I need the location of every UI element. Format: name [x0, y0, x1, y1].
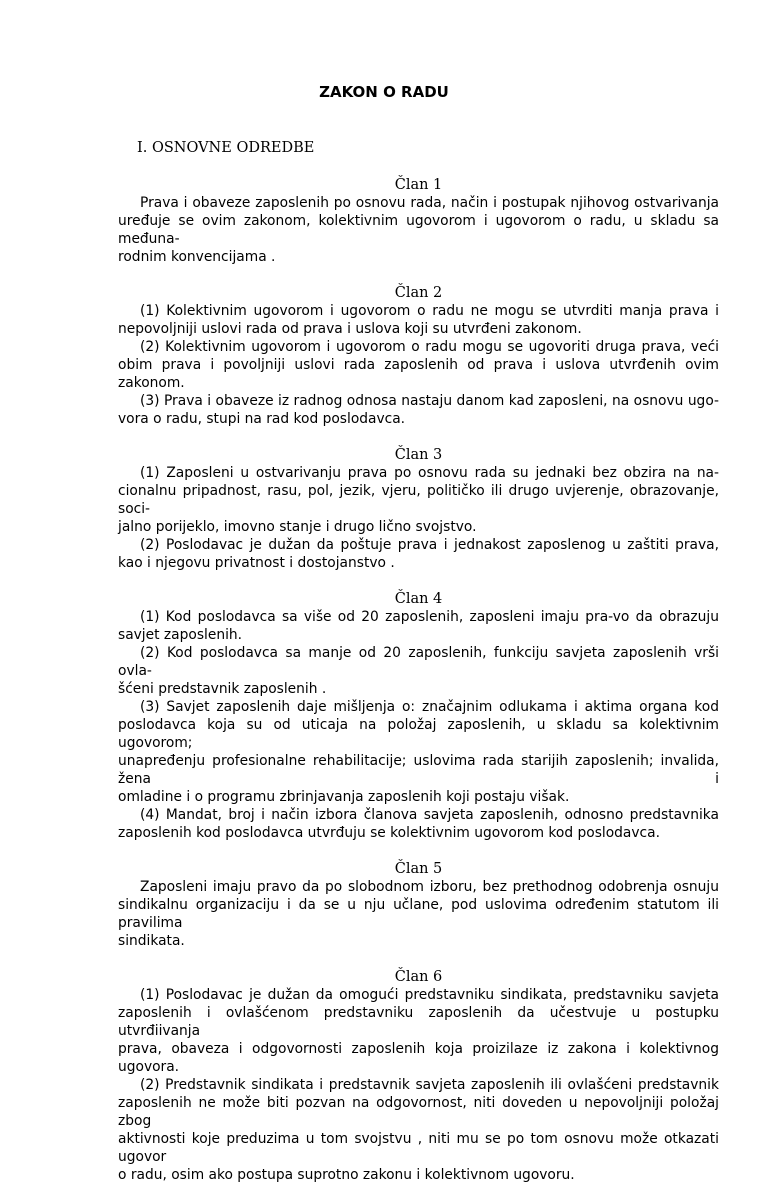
paragraph-line: obim prava i povoljniji uslovi rada zaposlenih od prava i uslova utvrđenih ovim zakonom.	[118, 357, 719, 391]
article-heading: Član 6	[394, 969, 443, 985]
article-paragraph	[118, 806, 719, 842]
article-paragraph	[118, 338, 719, 392]
article-paragraph	[118, 392, 719, 428]
paragraph-line: zaposlenih i ovlašćenom predstavniku zaposlenih da učestvuje u postupku utvrđiivanja	[118, 1005, 719, 1039]
paragraph-line: savjet zaposlenih.	[118, 627, 243, 643]
paragraph-line: (1) Poslodavac je dužan da omogući predstavniku sindikata, predstavniku savjeta	[140, 987, 719, 1003]
paragraph-line: zaposlenih kod poslodavca utvrđuju se kolektivnim ugovorom kod poslodavca.	[118, 825, 660, 841]
article-paragraph	[118, 302, 719, 338]
article-heading: Član 4	[394, 591, 443, 607]
paragraph-line: sindikata.	[118, 933, 185, 949]
article-paragraph	[118, 878, 719, 950]
article	[118, 446, 719, 572]
article	[118, 176, 719, 266]
paragraph-line: prava, obaveza i odgovornosti zaposlenih koja proizilaze iz zakona i kolektivnog ugovora.	[118, 1041, 719, 1075]
paragraph-line: (4) Mandat, broj i način izbora članova savjeta zaposlenih, odnosno predstavnika	[140, 807, 719, 823]
paragraph-line: šćeni predstavnik zaposlenih .	[118, 681, 327, 697]
paragraph-line: (3) Savjet zaposlenih daje mišljenja o: značajnim odlukama i aktima organa kod	[140, 699, 719, 715]
article	[118, 860, 719, 950]
article-heading: Član 2	[394, 285, 443, 301]
paragraph-line: rodnim konvencijama .	[118, 249, 276, 265]
paragraph-line: (1) Kolektivnim ugovorom i ugovorom o radu ne mogu se utvrditi manja prava i	[140, 303, 719, 319]
article	[118, 284, 719, 428]
article	[118, 968, 719, 1184]
paragraph-line: aktivnosti koje preduzima u tom svojstvu , niti mu se po tom osnovu može otkazati ugovor	[118, 1131, 719, 1165]
paragraph-line: (1) Kod poslodavca sa više od 20 zaposlenih, zaposleni imaju pra-vo da obrazuju	[140, 609, 719, 625]
paragraph-line: cionalnu pripadnost, rasu, pol, jezik, vjeru, političko ili drugo uvjerenje, obrazovanje, soci-	[118, 483, 719, 517]
paragraph-line: Zaposleni imaju pravo da po slobodnom izboru, bez prethodnog odobrenja osnuju	[140, 879, 719, 895]
paragraph-line: unapređenju profesionalne rehabilitacije; uslovima rada starijih zaposlenih; invalida, žena i	[118, 753, 719, 787]
article-heading: Član 5	[394, 861, 443, 877]
document-body	[118, 176, 719, 1202]
article-paragraph	[118, 1076, 719, 1184]
article-paragraph	[118, 608, 719, 644]
article-paragraph	[118, 464, 719, 536]
paragraph-line: uređuje se ovim zakonom, kolektivnim ugovorom i ugovorom o radu, u skladu sa međuna-	[118, 213, 719, 247]
paragraph-line: o radu, osim ako postupa suprotno zakonu i kolektivnom ugovoru.	[118, 1167, 575, 1183]
paragraph-line: poslodavca koja su od uticaja na položaj zaposlenih, u skladu sa kolektivnim ugovorom;	[118, 717, 719, 751]
paragraph-line: omladine i o programu zbrinjavanja zaposlenih koji postaju višak.	[118, 789, 570, 805]
document-title: ZAKON O RADU	[319, 83, 449, 101]
paragraph-line: zaposlenih ne može biti pozvan na odgovornost, niti doveden u nepovoljniji položaj zbog	[118, 1095, 719, 1129]
article-paragraph	[118, 194, 719, 266]
paragraph-line: (1) Zaposleni u ostvarivanju prava po osnovu rada su jednaki bez obzira na na-	[140, 465, 719, 481]
article-heading: Član 1	[394, 177, 443, 193]
paragraph-line: (2) Predstavnik sindikata i predstavnik savjeta zaposlenih ili ovlašćeni predstavnik	[140, 1077, 719, 1093]
paragraph-line: (2) Kolektivnim ugovorom i ugovorom o radu mogu se ugovoriti druga prava, veći	[140, 339, 719, 355]
article	[118, 590, 719, 842]
paragraph-line: sindikalnu organizaciju i da se u nju učlane, pod uslovima određenim statutom ili pravilima	[118, 897, 719, 931]
article-paragraph	[118, 986, 719, 1076]
paragraph-line: vora o radu, stupi na rad kod poslodavca.	[118, 411, 406, 427]
paragraph-line: (2) Kod poslodavca sa manje od 20 zaposlenih, funkciju savjeta zaposlenih vrši ovla-	[118, 645, 719, 679]
paragraph-line: jalno porijeklo, imovno stanje i drugo lično svojstvo.	[118, 519, 477, 535]
paragraph-line: kao i njegovu privatnost i dostojanstvo .	[118, 555, 395, 571]
paragraph-line: (3) Prava i obaveze iz radnog odnosa nastaju danom kad zaposleni, na osnovu ugo-	[140, 393, 719, 409]
paragraph-line: Prava i obaveze zaposlenih po osnovu rada, način i postupak njihovog ostvarivanja	[140, 195, 719, 211]
article-paragraph	[118, 698, 719, 806]
paragraph-line: nepovoljniji uslovi rada od prava i uslova koji su utvrđeni zakonom.	[118, 321, 582, 337]
article-heading: Član 3	[394, 447, 443, 463]
article-paragraph	[118, 536, 719, 572]
article-paragraph	[118, 644, 719, 698]
chapter-heading: I. OSNOVNE ODREDBE	[137, 140, 315, 156]
paragraph-line: (2) Poslodavac je dužan da poštuje prava i jednakost zaposlenog u zaštiti prava,	[140, 537, 719, 553]
